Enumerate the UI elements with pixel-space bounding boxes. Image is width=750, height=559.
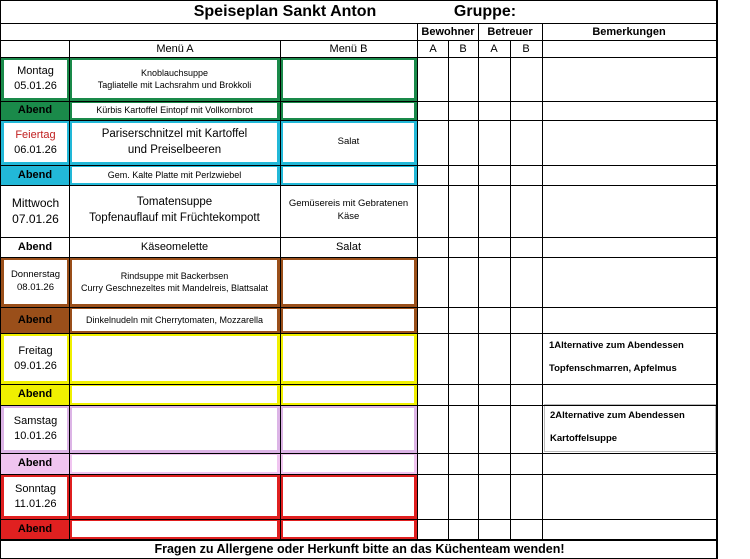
day-cell-freitag — [4, 336, 67, 381]
abend-label: Abend — [17, 457, 53, 470]
abend-a-cell — [72, 455, 277, 472]
day-date: 06.01.26 — [14, 143, 57, 156]
menu-a-cell: Tomatensuppe Topfenauflauf mit Früchtekompott — [89, 196, 260, 224]
day-name: Samstag — [13, 415, 58, 428]
menu-b-cell — [283, 477, 414, 516]
grid-line — [0, 237, 718, 238]
abend-b-cell — [283, 103, 414, 118]
abend-a-cell — [72, 521, 277, 537]
remark-box-2 — [544, 404, 716, 452]
header-betreuer: Betreuer — [487, 26, 533, 39]
header-bewohner-b: B — [459, 42, 467, 55]
day-cell-sonntag — [4, 477, 67, 516]
header-bewohner: Bewohner — [421, 26, 475, 39]
menu-a-cell — [72, 477, 277, 516]
grid-line — [0, 120, 718, 121]
abend-a-cell: Gem. Kalte Platte mit Perlzwiebel — [72, 167, 277, 183]
menu-a-cell: Rindsuppe mit Backerbsen Curry Geschnezeltes mit Mandelreis, Blattsalat — [72, 260, 277, 304]
grid-line — [0, 384, 718, 385]
day-cell-mittwoch — [4, 188, 67, 234]
menu-a-cell — [72, 408, 277, 450]
menu-b-cell — [283, 336, 414, 381]
day-name: Montag — [17, 65, 54, 78]
menu-a-cell — [72, 336, 277, 381]
abend-label: Abend — [17, 388, 53, 401]
abend-a-cell: Kürbis Kartoffel Eintopf mit Vollkornbrot — [72, 103, 277, 118]
day-cell-samstag — [4, 408, 67, 450]
grid-line — [0, 474, 718, 475]
abend-label: Abend — [17, 168, 53, 181]
grid-line — [0, 101, 718, 102]
grid-line — [280, 40, 281, 540]
header-betreuer-a: A — [490, 42, 498, 55]
abend-b-cell: Salat — [335, 240, 362, 253]
menu-b-cell: Gemüsereis mit Gebratenen Käse — [288, 198, 409, 222]
day-date: 11.01.26 — [14, 497, 57, 510]
header-bewohner-a: A — [429, 42, 437, 55]
grid-line — [510, 40, 511, 540]
grid-line — [0, 57, 718, 58]
day-name: Feiertag — [15, 128, 56, 141]
day-name: Freitag — [18, 344, 53, 357]
abend-b-cell — [283, 455, 414, 472]
day-name: Donnerstag — [10, 269, 61, 281]
grid-line — [69, 40, 70, 540]
grid-line — [0, 40, 718, 41]
grid-line — [0, 405, 718, 406]
menu-b-cell — [283, 408, 414, 450]
page-title: Speiseplan Sankt Anton — [193, 3, 377, 21]
header-menu-a: Menü A — [156, 42, 194, 55]
day-name: Sonntag — [15, 482, 56, 495]
header-menu-b: Menü B — [329, 42, 368, 55]
grid-line — [417, 23, 418, 540]
remark-1-text: Topfenschmarren, Apfelmus — [549, 363, 677, 374]
menu-a-cell: Pariserschnitzel mit Kartoffel und Preiselbeeren — [72, 123, 277, 162]
abend-label: Abend — [17, 104, 53, 117]
remark-2-title: 2Alternative zum Abendessen — [550, 410, 685, 421]
day-cell-donnerstag — [4, 260, 67, 304]
grid-line — [0, 0, 718, 1]
grid-line — [542, 23, 543, 540]
abend-b-cell — [283, 309, 414, 331]
abend-a-cell: Käseomelette — [140, 240, 209, 253]
grid-line — [0, 257, 718, 258]
menu-b-cell — [283, 260, 414, 304]
day-date: 07.01.26 — [12, 212, 59, 226]
grid-line — [0, 539, 718, 541]
grid-line — [0, 165, 718, 166]
menu-a-cell: Knoblauchsuppe Tagliatelle mit Lachsrahm und Brokkoli — [72, 60, 277, 98]
day-cell-montag — [4, 60, 67, 98]
menu-b-cell — [283, 60, 414, 98]
abend-a-cell: Dinkelnudeln mit Cherrytomaten, Mozzarella — [72, 309, 277, 331]
grid-line — [0, 519, 718, 520]
header-betreuer-b: B — [522, 42, 530, 55]
remark-2-text: Kartoffelsuppe — [550, 433, 618, 444]
header-bemerkungen: Bemerkungen — [592, 26, 666, 39]
day-date: 09.01.26 — [14, 359, 57, 372]
abend-label: Abend — [17, 313, 53, 326]
grid-line — [448, 40, 449, 540]
remark-box-1 — [544, 334, 716, 382]
day-date: 10.01.26 — [14, 430, 57, 442]
abend-a-cell — [72, 386, 277, 403]
menu-b-cell: Salat — [283, 123, 414, 162]
day-cell-feiertag — [4, 123, 67, 162]
day-date: 05.01.26 — [14, 80, 57, 92]
abend-label: Abend — [17, 240, 53, 253]
gruppe-label: Gruppe: — [453, 3, 517, 21]
grid-line — [478, 23, 479, 540]
grid-line — [0, 23, 718, 24]
grid-line — [0, 333, 718, 334]
day-date: 08.01.26 — [17, 282, 54, 293]
grid-line — [0, 453, 718, 454]
grid-line — [716, 0, 718, 559]
remark-1-title: 1Alternative zum Abendessen — [549, 340, 684, 351]
footer-note: Fragen zu Allergene oder Herkunft bitte an das Küchenteam wenden! — [154, 541, 565, 556]
abend-b-cell — [283, 167, 414, 183]
grid-line — [0, 185, 718, 186]
abend-b-cell — [283, 521, 414, 537]
grid-line — [0, 0, 1, 559]
day-name: Mittwoch — [11, 195, 60, 210]
abend-b-cell — [283, 386, 414, 403]
grid-line — [0, 307, 718, 308]
abend-label: Abend — [17, 522, 53, 535]
